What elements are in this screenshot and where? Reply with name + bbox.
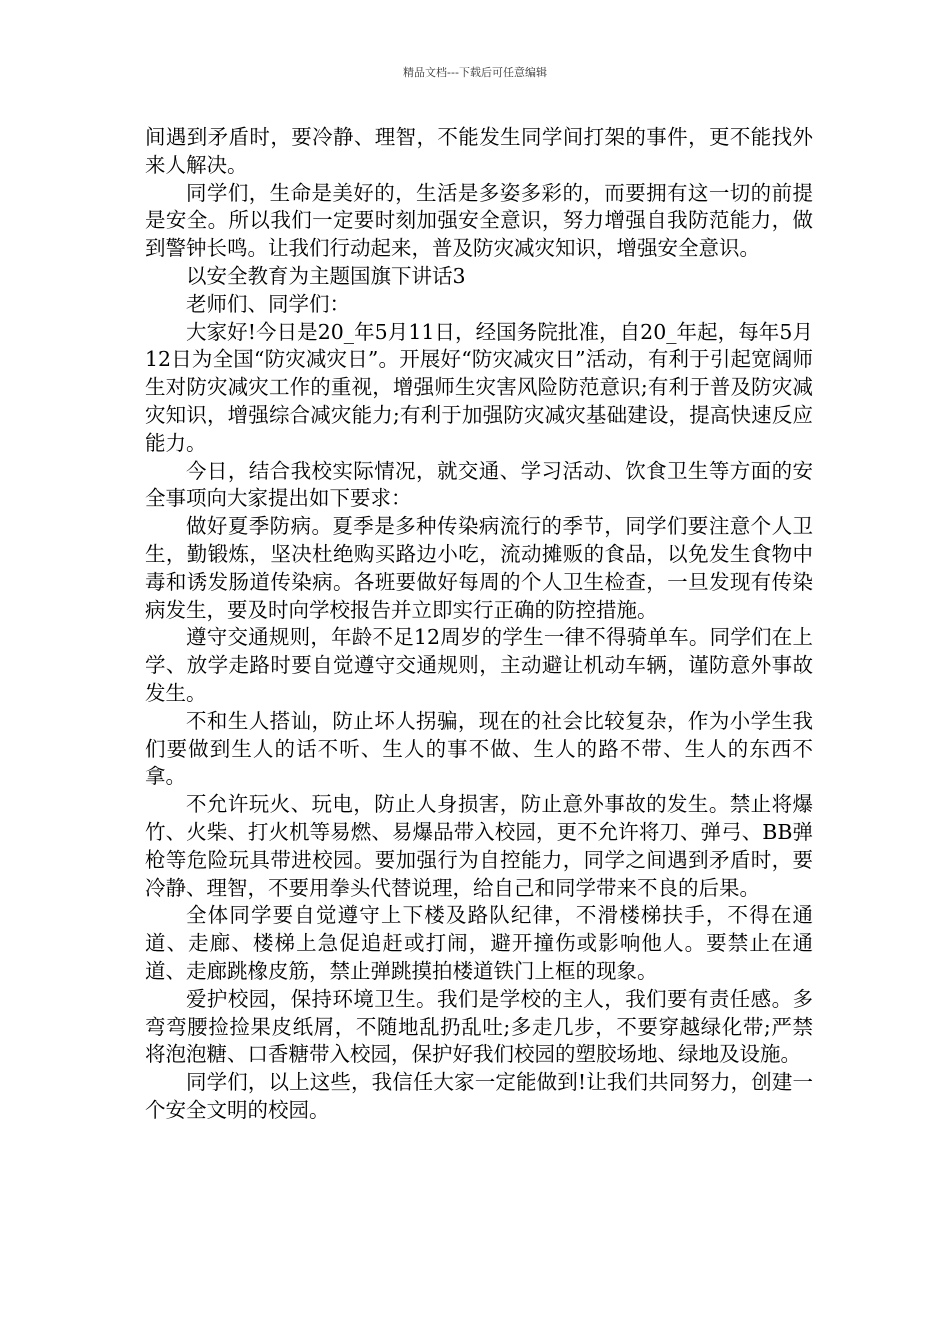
salutation: 老师们、同学们：: [186, 291, 350, 316]
page-header: 精品文档---下载后可任意编辑: [403, 66, 547, 79]
paragraph: 大家好!今日是20_年5月11日，经国务院批准，自20_年起，每年5月12日为全国“防灾减灾日”。开展好“防灾减灾日”活动，有利于引起宽阔师生对防灾减灾工作的重视，增强师生灾害风险防范意识;有利于普及防灾减灾知识，增强综合减灾能力;有利于加强防灾减灾基础建设，提高快速反应能力。: [145, 319, 813, 455]
paragraph: 同学们，以上这些，我信任大家一定能做到!让我们共同努力，创建一个安全文明的校园。: [145, 1070, 813, 1122]
paragraph: 同学们，生命是美好的，生活是多姿多彩的，而要拥有这一切的前提是安全。所以我们一定要时刻加强安全意识，努力增强自我防范能力，做到警钟长鸣。让我们行动起来，普及防灾减灾知识，增强安全意识。: [145, 180, 813, 261]
paragraph: 全体同学要自觉遵守上下楼及路队纪律，不滑楼梯扶手，不得在通道、走廊、楼梯上急促追赶或打闹，避开撞伤或影响他人。要禁止在通道、走廊跳橡皮筋，禁止弹跳摸拍楼道铁门上框的现象。: [145, 903, 813, 983]
section-title: 以安全教育为主题国旗下讲话3: [186, 263, 466, 288]
paragraph: 不允许玩火、玩电，防止人身损害，防止意外事故的发生。禁止将爆竹、火柴、打火机等易燃、易爆品带入校园，更不允许将刀、弹弓、BB弹枪等危险玩具带进校园。要加强行为自控能力，同学之间遇到矛盾时，要冷静、理智，不要用拳头代替说理，给自己和同学带来不良的后果。: [145, 792, 813, 900]
paragraph: 间遇到矛盾时，要冷静、理智，不能发生同学间打架的事件，更不能找外来人解决。: [145, 125, 813, 177]
paragraph: 今日，结合我校实际情况，就交通、学习活动、饮食卫生等方面的安全事项向大家提出如下要求：: [145, 458, 813, 511]
document-body: [145, 124, 813, 1125]
paragraph: 做好夏季防病。夏季是多种传染病流行的季节，同学们要注意个人卫生，勤锻炼，坚决杜绝购买路边小吃，流动摊贩的食品，以免发生食物中毒和诱发肠道传染病。各班要做好每周的个人卫生检查，一旦发现有传染病发生，要及时向学校报告并立即实行正确的防控措施。: [145, 514, 813, 622]
paragraph: 不和生人搭讪，防止坏人拐骗，现在的社会比较复杂，作为小学生我们要做到生人的话不听、生人的事不做、生人的路不带、生人的东西不拿。: [145, 708, 813, 789]
paragraph: 爱护校园，保持环境卫生。我们是学校的主人，我们要有责任感。多弯弯腰捡捡果皮纸屑，不随地乱扔乱吐;多走几步，不要穿越绿化带;严禁将泡泡糖、口香糖带入校园，保护好我们校园的塑胶场地、绿地及设施。: [145, 986, 813, 1067]
paragraph: 遵守交通规则，年龄不足12周岁的学生一律不得骑单车。同学们在上学、放学走路时要自觉遵守交通规则，主动避让机动车辆，谨防意外事故发生。: [145, 625, 813, 705]
